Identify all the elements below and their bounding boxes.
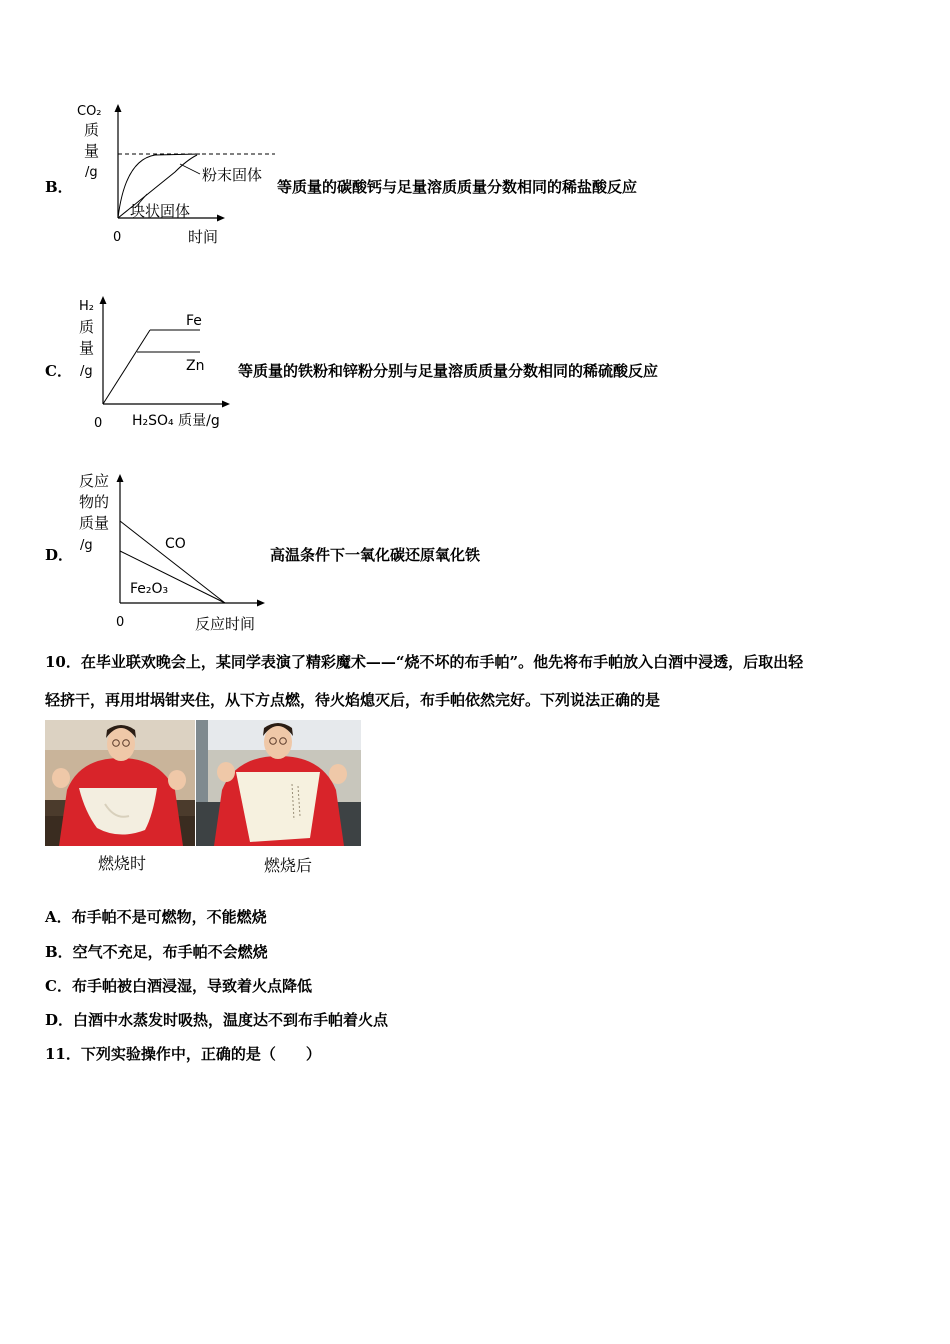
answer-b: B．空气不充足，布手帕不会燃烧	[45, 943, 268, 961]
y-label-3: 质量	[79, 514, 110, 532]
y-label-2: 质	[84, 121, 100, 139]
option-d-statement: 高温条件下一氧化碳还原氧化铁	[270, 546, 481, 564]
x-axis-arrow	[257, 600, 265, 607]
option-b-graph	[75, 98, 275, 248]
line-label-co: CO	[165, 536, 186, 552]
y-label-1: 反应	[79, 472, 110, 490]
y-axis-arrow	[100, 296, 107, 304]
y-label-2: 物的	[79, 493, 110, 511]
question-10-line-1: 10．在毕业联欢晚会上，某同学表演了精彩魔术——“烧不坏的布手帕”。他先将布手帕放入白酒中浸透，后取出轻	[45, 653, 804, 671]
x-axis-label: 反应时间	[195, 615, 256, 633]
origin-label: 0	[116, 615, 125, 630]
x-axis-arrow	[217, 215, 225, 222]
line-label-fe2o3: Fe₂O₃	[130, 581, 169, 597]
line-label-fe: Fe	[186, 313, 202, 329]
y-label-2: 质	[79, 318, 95, 336]
option-c-statement: 等质量的铁粉和锌粉分别与足量溶质质量分数相同的稀硫酸反应	[238, 362, 659, 380]
option-d-letter: D．	[45, 546, 74, 564]
rising-line	[103, 330, 150, 404]
option-b-statement: 等质量的碳酸钙与足量溶质质量分数相同的稀盐酸反应	[277, 178, 638, 196]
question-10-line-2: 轻挤干，再用坩埚钳夹住，从下方点燃，待火焰熄灭后，布手帕依然完好。下列说法正确的是	[45, 691, 661, 709]
photo-caption-burning: 燃烧时	[98, 854, 147, 873]
y-label-1: CO₂	[77, 104, 102, 119]
option-d-graph	[75, 465, 275, 635]
option-c-letter: C．	[45, 362, 72, 380]
y-axis-arrow	[115, 104, 122, 112]
photo-caption-after-burning: 燃烧后	[264, 856, 313, 875]
y-label-1: H₂	[79, 299, 94, 314]
origin-label: 0	[94, 416, 103, 431]
y-label-4: /g	[80, 538, 93, 553]
y-axis-arrow	[117, 474, 124, 482]
line-label-zn: Zn	[186, 358, 205, 374]
question-11: 11．下列实验操作中，正确的是（ ）	[45, 1045, 321, 1063]
answer-a: A．布手帕不是可燃物，不能燃烧	[45, 908, 267, 926]
x-axis-label: 时间	[188, 228, 219, 246]
origin-label: 0	[113, 230, 122, 245]
option-b-letter: B．	[45, 178, 73, 196]
y-label-3: 量	[79, 339, 95, 357]
photo-after-burning	[196, 720, 361, 846]
curve-label-lump: 块状固体	[130, 202, 191, 220]
answer-d: D．白酒中水蒸发时吸热，温度达不到布手帕着火点	[45, 1011, 389, 1029]
x-axis-label: H₂SO₄ 质量/g	[132, 413, 220, 429]
x-axis-arrow	[222, 401, 230, 408]
y-label-3: 量	[84, 142, 100, 160]
curve-label-powder: 粉末固体	[202, 166, 263, 184]
answer-c: C．布手帕被白酒浸湿，导致着火点降低	[45, 977, 312, 995]
photo-burning	[45, 720, 195, 846]
y-label-4: /g	[85, 165, 98, 180]
y-label-4: /g	[80, 364, 93, 379]
option-c-graph	[75, 290, 255, 440]
